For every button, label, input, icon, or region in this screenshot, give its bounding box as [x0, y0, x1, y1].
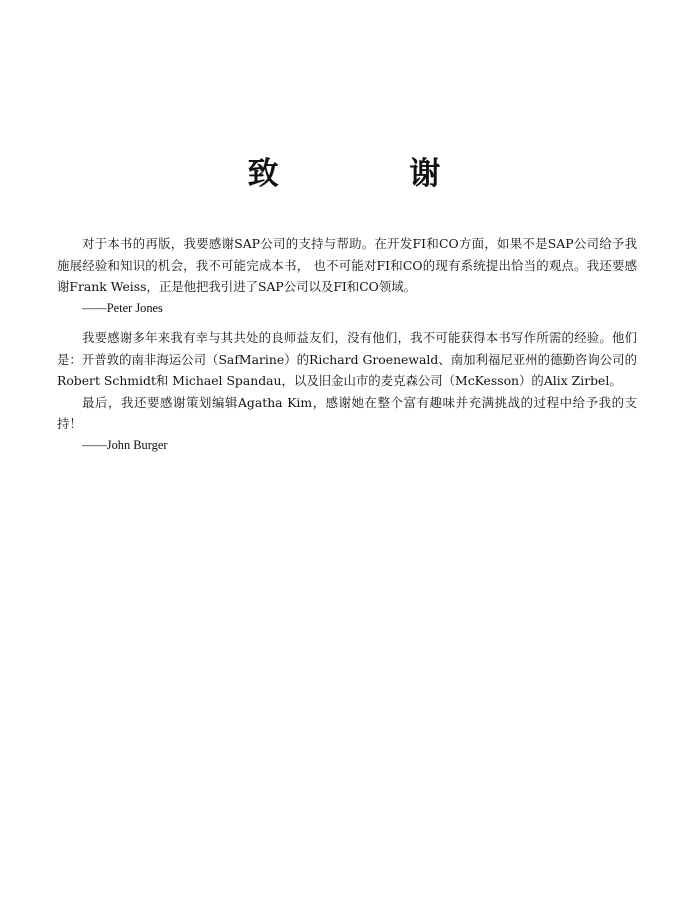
acknowledgment-peter-jones [57, 233, 637, 319]
signature-peter-jones: ——Peter Jones [82, 300, 163, 315]
acknowledgment-john-burger [57, 327, 637, 456]
page-title: 致 谢 [247, 156, 501, 192]
signature-john-burger: ——John Burger [82, 437, 168, 452]
paragraph: 对于本书的再版，我要感谢SAP公司的支持与帮助。在开发FI和CO方面，如果不是SAP公司给予我施展经验和知识的机会，我不可能完成本书， 也不可能对FI和CO的现有系统提出恰当的观点。我还要感谢Frank Weiss，正是他把我引进了SAP公司以及FI和CO领域。 [57, 236, 637, 294]
paragraph: 最后，我还要感谢策划编辑Agatha Kim，感谢她在整个富有趣味并充满挑战的过程中给予我的支持！ [57, 394, 637, 431]
paragraph: 我要感谢多年来我有幸与其共处的良师益友们，没有他们，我不可能获得本书写作所需的经验。他们是：开普敦的南非海运公司（SafMarine）的Richard Groenewald、南加利福尼亚州的德勤咨询公司的Robert Schmidt和 Michael Spandau，以及旧金山市的麦克森公司（McKesson）的Alix Zirbel。 [57, 330, 637, 388]
